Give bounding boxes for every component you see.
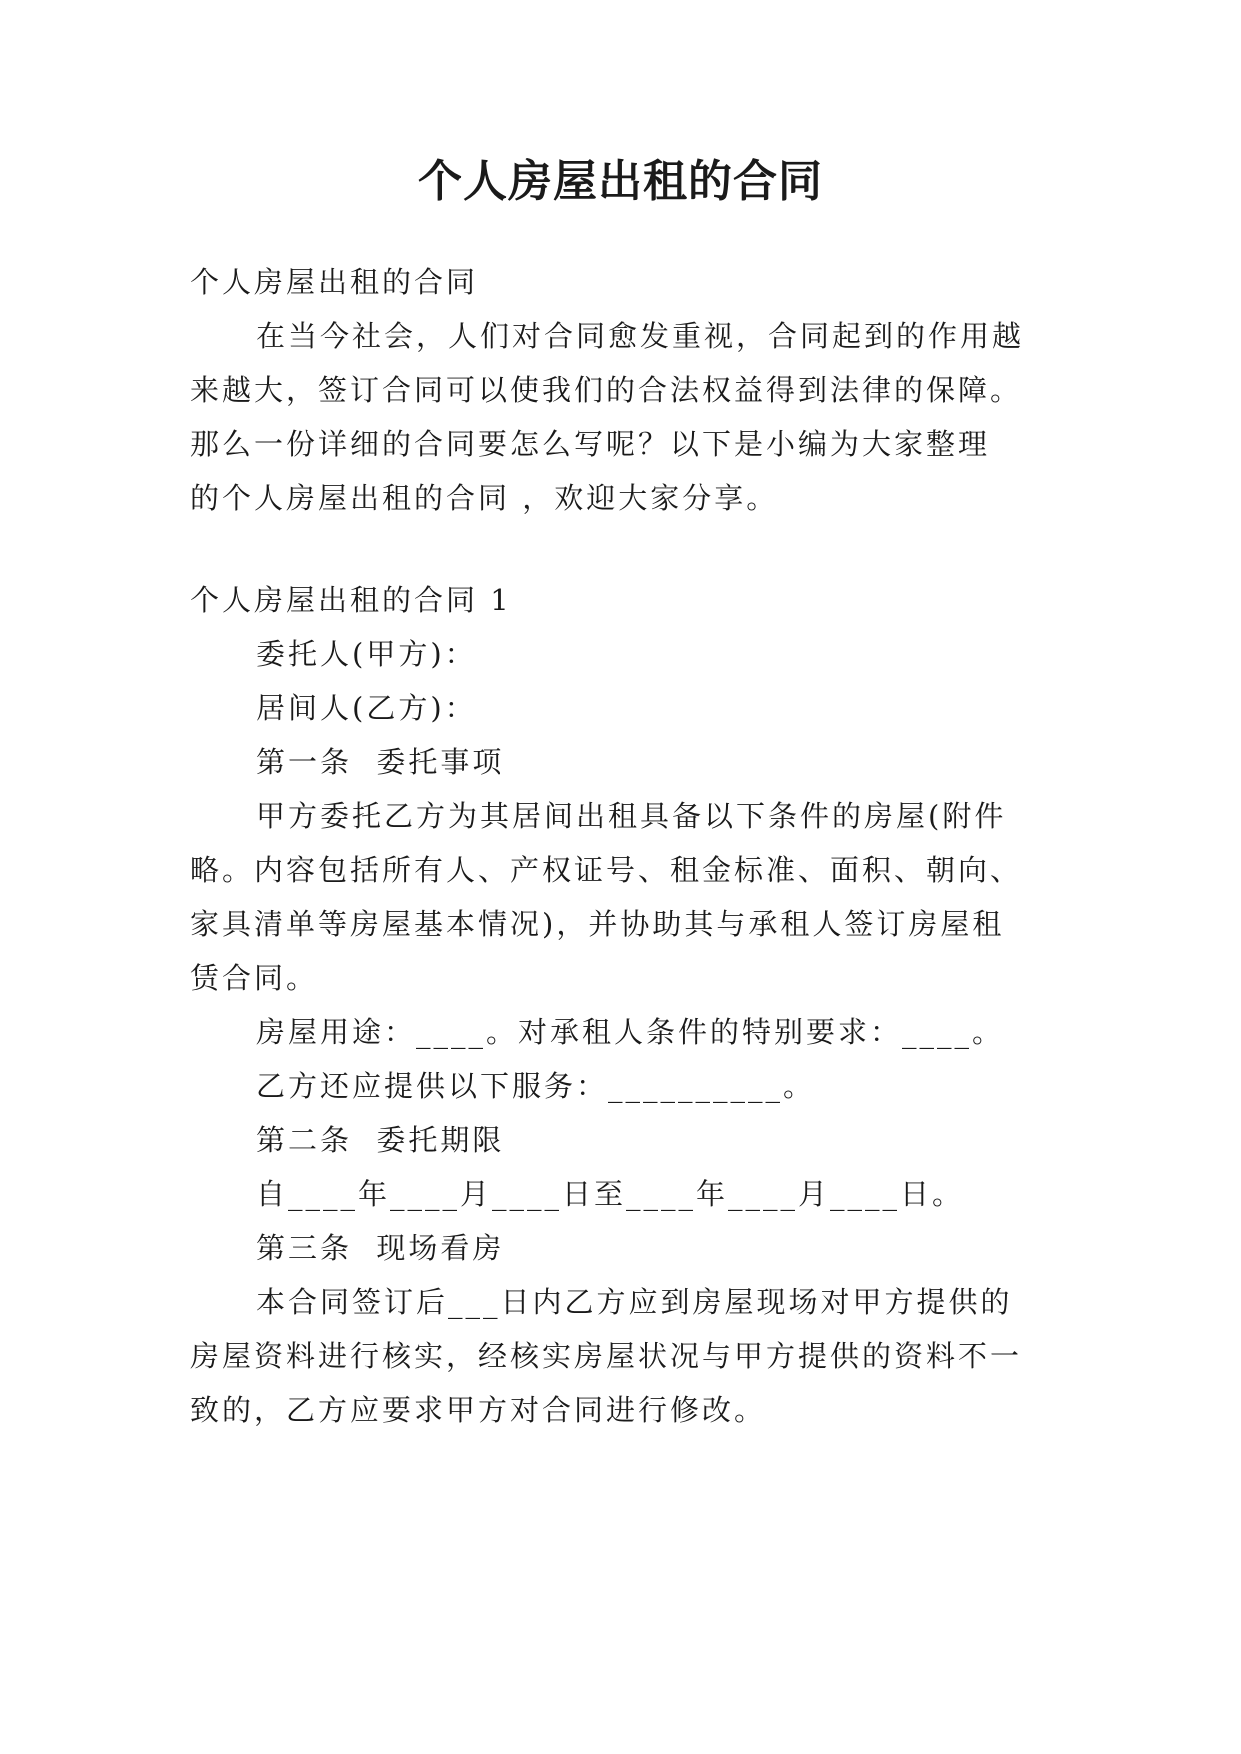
article-3-line-2: 房屋资料进行核实，经核实房屋状况与甲方提供的资料不一 (190, 1339, 1023, 1373)
term-line: 自____年____月____日至____年____月____日。 (256, 1177, 965, 1211)
party-b-line: 居间人(乙方)： (256, 691, 477, 725)
article-1-line-3: 家具清单等房屋基本情况)，并协助其与承租人签订房屋租 (190, 907, 1005, 941)
article-1-heading: 第一条 委托事项 (256, 745, 505, 779)
subtitle-line: 个人房屋出租的合同 (190, 265, 479, 299)
document-title: 个人房屋出租的合同 (418, 156, 823, 207)
intro-line-3: 那么一份详细的合同要怎么写呢？以下是小编为大家整理 (190, 427, 991, 461)
article-1-line-2: 略。内容包括所有人、产权证号、租金标准、面积、朝向、 (190, 853, 1023, 887)
usage-line: 房屋用途：____。对承租人条件的特别要求：____。 (256, 1015, 1005, 1049)
intro-line-4: 的个人房屋出租的合同 ，欢迎大家分享。 (190, 481, 779, 515)
contract-heading: 个人房屋出租的合同 1 (190, 583, 512, 617)
party-a-line: 委托人(甲方)： (256, 637, 477, 671)
article-3-heading: 第三条 现场看房 (256, 1231, 505, 1265)
intro-line-1: 在当今社会，人们对合同愈发重视，合同起到的作用越 (256, 319, 1025, 353)
services-line: 乙方还应提供以下服务：__________。 (256, 1069, 816, 1103)
article-3-line-3: 致的，乙方应要求甲方对合同进行修改。 (190, 1393, 767, 1427)
article-3-line-1: 本合同签订后___日内乙方应到房屋现场对甲方提供的 (256, 1285, 1013, 1319)
article-1-line-4: 赁合同。 (190, 961, 319, 995)
article-1-line-1: 甲方委托乙方为其居间出租具备以下条件的房屋(附件 (256, 799, 1007, 833)
article-2-heading: 第二条 委托期限 (256, 1123, 505, 1157)
intro-line-2: 来越大，签订合同可以使我们的合法权益得到法律的保障。 (190, 373, 1023, 407)
